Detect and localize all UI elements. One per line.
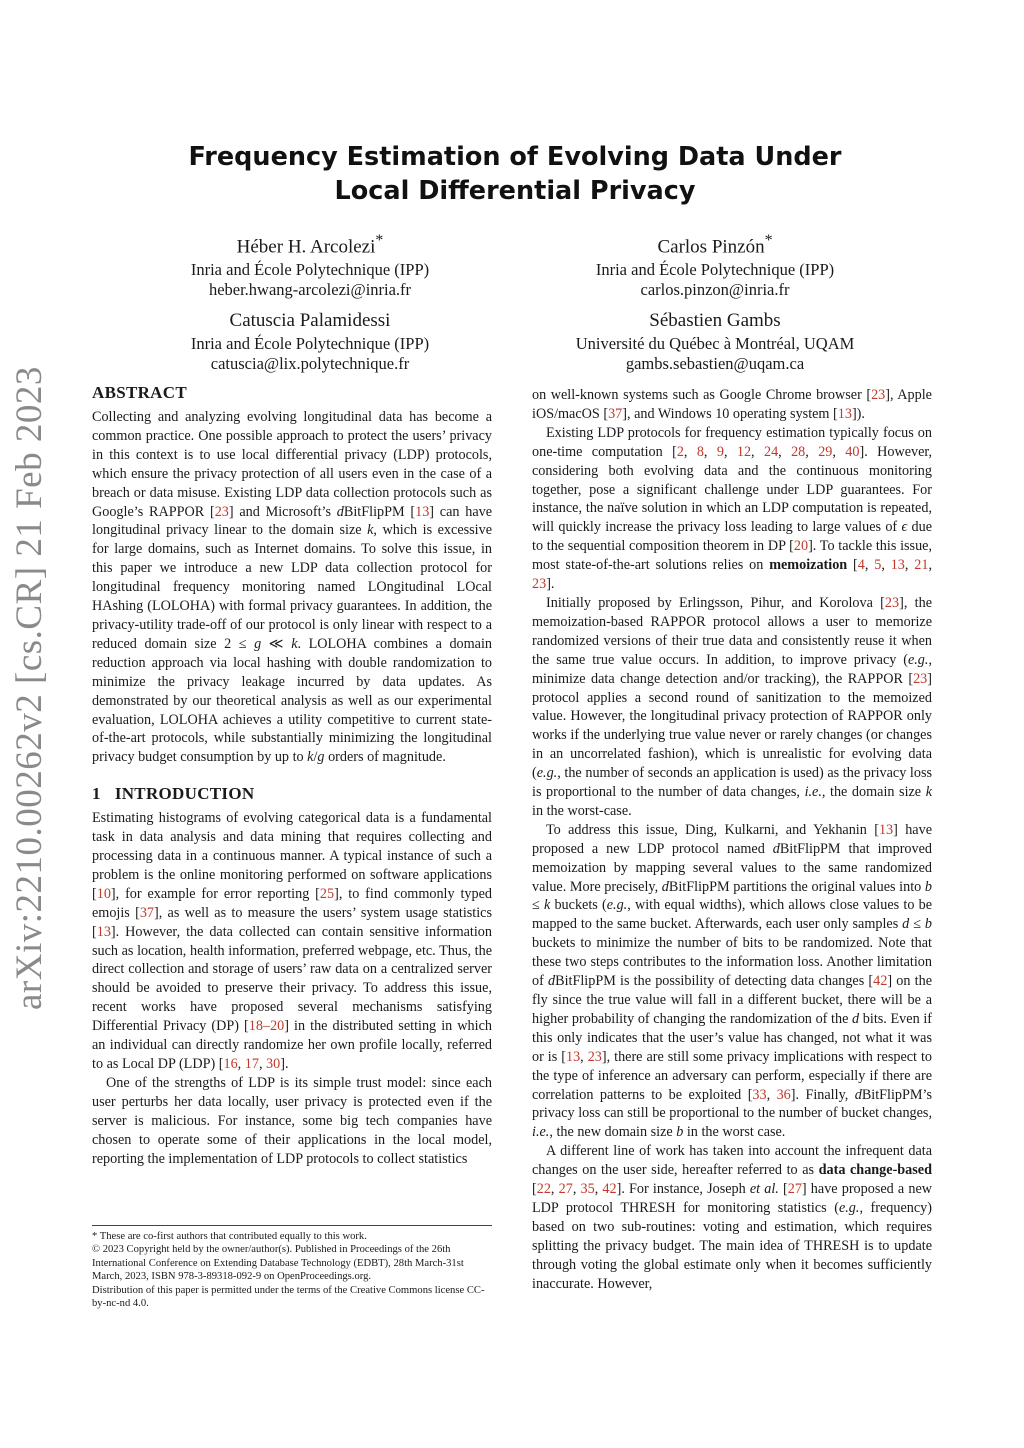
- citation-link[interactable]: 27: [787, 1181, 802, 1198]
- author-email[interactable]: gambs.sebastien@uqam.ca: [625, 354, 805, 373]
- left-column: [92, 382, 492, 1168]
- abstract-paragraph: Collecting and analyzing evolving longitudinal data has become a common practice. One possible approach to protect the users’ privacy in this context is to use local differential privacy (LDP) protocols, which ensure the privacy protection of all users even in the case of a breach or data misuse. Existing LDP data collection protocols such as Google’s RAPPOR [23] and Microsoft’s dBitFlipPM [13] can have longitudinal privacy linear to the domain size k, which is excessive for large domains, such as Internet domains. To solve this issue, in this paper we introduce a new LDP data collection protocol for longitudinal frequency monitoring named LOngitudinal LOcal HAshing (LOLOHA) with formal privacy guarantees. In addition, the privacy-utility trade-off of our protocol is only linear with respect to a reduced domain size 2 ≤ g ≪ k. LOLOHA combines a domain reduction approach via local hashing with double randomization to minimize the privacy leakage incurred by data updates. As demonstrated by our theoretical analysis as well as our experimental evaluation, LOLOHA achieves a utility competitive to current state-of-the-art protocols, while substantially minimizing the longitudinal privacy budget consumption by up to k/g orders of magnitude.: [92, 409, 493, 766]
- arxiv-identifier: arXiv:2210.00262v2 [cs.CR] 21 Feb 2023: [9, 366, 50, 1010]
- author-block-2: [565, 228, 865, 300]
- citation-link[interactable]: 13: [415, 503, 430, 520]
- citation-link[interactable]: 37: [139, 904, 155, 921]
- footnote-license: Distribution of this paper is permitted under the terms of the Creative Commons license CC-by-nc-nd 4.0.: [92, 1284, 485, 1310]
- citation-link[interactable]: 37: [608, 405, 623, 422]
- citation-link[interactable]: 23: [913, 670, 928, 687]
- abstract-heading: ABSTRACT: [92, 383, 187, 402]
- citation-link[interactable]: 4: [857, 557, 865, 574]
- author-name: Sébastien Gambs: [649, 310, 781, 331]
- citation-link[interactable]: 22: [536, 1181, 551, 1198]
- footnote: [92, 1225, 492, 1310]
- citation-link[interactable]: 30: [266, 1056, 281, 1072]
- paper-title: [120, 140, 910, 208]
- citation-link[interactable]: 21: [914, 557, 929, 574]
- citation-link[interactable]: 16: [223, 1056, 238, 1072]
- intro-paragraph-4: Initially proposed by Erlingsson, Pihur, and Korolova [23], the memoization-based RAPPOR protocol allows a user to memorize randomized versions of their true data and consistently reuse it when the same true value occurs. In addition, to improve privacy (e.g., minimize data change detection and/or tracking), the RAPPOR [23] protocol applies a second round of sanitization to the memoized value. However, the longitudinal privacy protection of RAPPOR only works if the underlying true value never or rarely changes (or changes in an uncorrelated fashion), which is unrealistic for evolving data (e.g., the number of seconds an application is used) as the privacy loss is proportional to the number of data changes, i.e., the domain size k in the worst-case.: [532, 594, 933, 819]
- citation-link[interactable]: 35: [580, 1181, 595, 1198]
- author-affiliation: Inria and École Polytechnique (IPP): [595, 260, 835, 280]
- author-affiliation: Inria and École Polytechnique (IPP): [190, 334, 430, 353]
- intro-paragraph-5: To address this issue, Ding, Kulkarni, and Yekhanin [13] have proposed a new LDP protocol named dBitFlipPM that improved memoization by mapping several values to the same randomized value. More precisely, dBitFlipPM partitions the original values into b ≤ k buckets (e.g., with equal widths), which allows close values to be mapped to the same bucket. Afterwards, each user only samples d ≤ b buckets to minimize the number of bits to be randomized. Note that these two steps contributes to the information loss. Another limitation of dBitFlipPM is the possibility of detecting data changes [42] on the fly since the true value will fall in a different bucket, there will be a higher probability of changing the randomization of the d bits. Even if this only indicates that the user’s value has changed, not what it was or is [13, 23], there are still some privacy implications with respect to the type of inference an adversary can perform, especially if there are correlation patterns to be exploited [33, 36]. Finally, dBitFlipPM’s privacy loss can still be proportional to the number of bucket changes, i.e., the new domain size b in the worst case.: [532, 821, 932, 1141]
- introduction-heading: [92, 783, 492, 805]
- footnote-cofirst: * These are co-first authors that contributed equally to this work.: [92, 1231, 367, 1242]
- citation-link[interactable]: 23: [532, 576, 547, 593]
- citation-link[interactable]: 23: [884, 594, 900, 611]
- citation-link[interactable]: 20: [793, 538, 809, 555]
- citation-link[interactable]: 10: [96, 885, 111, 902]
- citation-link[interactable]: 13: [837, 405, 852, 422]
- citation-link[interactable]: 23: [214, 503, 229, 520]
- citation-link[interactable]: 25: [319, 885, 335, 902]
- citation-link[interactable]: 12: [736, 443, 752, 460]
- citation-link[interactable]: 8: [696, 443, 704, 460]
- author-email[interactable]: heber.hwang-arcolezi@inria.fr: [208, 280, 412, 300]
- section-title: INTRODUCTION: [114, 784, 255, 804]
- citation-link[interactable]: 33: [752, 1086, 767, 1103]
- intro-paragraph-1: Estimating histograms of evolving categorical data is a fundamental task in data analysis and data mining that requires collecting and processing data in a continuous manner. A typical instance of such a problem is the online monitoring performed on software applications [10], for example for error reporting [25], to find commonly typed emojis [37], as well as to measure the users’ system usage statistics [13]. However, the data collected can contain sensitive information such as location, health information, preferred webpage, etc. Thus, the direct collection and storage of users’ raw data on a centralized server should be avoided to preserve their privacy. To address this issue, recent works have proposed several mechanisms satisfying Differential Privacy (DP) [18–20] in the distributed setting in which an individual can directly randomize her own profile locally, referred to as Local DP (LDP) [16, 17, 30].: [92, 810, 492, 1072]
- co-first-mark: *: [375, 232, 384, 249]
- citation-link[interactable]: 18–20: [248, 1018, 285, 1035]
- citation-link[interactable]: 2: [676, 443, 684, 460]
- section-number: 1: [92, 784, 101, 804]
- citation-link[interactable]: 23: [871, 387, 886, 403]
- author-email[interactable]: carlos.pinzon@inria.fr: [640, 280, 790, 300]
- author-email[interactable]: catuscia@lix.polytechnique.fr: [210, 354, 410, 373]
- co-first-mark: *: [764, 232, 773, 249]
- citation-link[interactable]: 42: [602, 1181, 617, 1198]
- title-line-1: Frequency Estimation of Evolving Data Under: [188, 142, 842, 172]
- author-affiliation: Inria and École Polytechnique (IPP): [190, 260, 430, 280]
- citation-link[interactable]: 23: [587, 1048, 602, 1065]
- citation-link[interactable]: 9: [716, 443, 724, 460]
- citation-link[interactable]: 5: [874, 557, 882, 574]
- citation-link[interactable]: 40: [845, 443, 860, 460]
- title-line-2: Local Differential Privacy: [334, 176, 696, 206]
- citation-link[interactable]: 27: [558, 1181, 573, 1198]
- citation-link[interactable]: 24: [763, 443, 779, 460]
- author-block-3: [160, 308, 460, 374]
- citation-link[interactable]: 29: [818, 443, 833, 460]
- citation-link[interactable]: 13: [878, 821, 894, 838]
- citation-link[interactable]: 17: [244, 1056, 259, 1072]
- author-name: Catuscia Palamidessi: [229, 310, 391, 331]
- author-affiliation: Université du Québec à Montréal, UQAM: [575, 334, 855, 353]
- author-name: Carlos Pinzón: [657, 236, 765, 258]
- citation-link[interactable]: 28: [791, 443, 806, 460]
- citation-link[interactable]: 36: [776, 1086, 791, 1103]
- footnote-copyright: © 2023 Copyright held by the owner/author(s). Published in Proceedings of the 26th International Conference on Extending Database Technology (EDBT), 28th March-31st March, 2023, ISBN 978-3-89318-092-9 on OpenProceedings.org.: [92, 1244, 464, 1283]
- author-block-4: [565, 308, 865, 374]
- author-name: Héber H. Arcolezi: [236, 236, 376, 258]
- citation-link[interactable]: 13: [96, 923, 111, 940]
- citation-link[interactable]: 42: [873, 973, 888, 990]
- right-column: [532, 386, 932, 1294]
- intro-paragraph-3: Existing LDP protocols for frequency estimation typically focus on one-time computation [2, 8, 9, 12, 24, 28, 29, 40]. However, considering both evolving data and the continuous monitoring together, pose a significant challenge under LDP guarantees. For instance, the naïve solution in which an LDP computation is repeated, will quickly increase the privacy loss leading to large values of ϵ due to the sequential composition theorem in DP [20]. To tackle this issue, most state-of-the-art solutions relies on memoization [4, 5, 13, 21, 23].: [532, 424, 933, 593]
- intro-paragraph-2-cont: on well-known systems such as Google Chrome browser [23], Apple iOS/macOS [37], and Windows 10 operating system [13]).: [532, 387, 932, 422]
- intro-paragraph-2: One of the strengths of LDP is its simple trust model: since each user perturbs her data locally, user privacy is protected even if the server is malicious. For instance, some big tech companies have chosen to operate some of their applications in the local model, reporting the implementation of LDP protocols to collect statistics: [92, 1074, 492, 1167]
- citation-link[interactable]: 13: [890, 557, 905, 574]
- citation-link[interactable]: 13: [565, 1048, 581, 1065]
- author-block-1: [160, 228, 460, 300]
- intro-paragraph-6: A different line of work has taken into account the infrequent data changes on the user side, hereafter referred to as data change-based [22, 27, 35, 42]. For instance, Joseph et al. [27] have proposed a new LDP protocol THRESH for monitoring statistics (e.g., frequency) based on two sub-routines: voting and estimation, which requires splitting the privacy budget. The main idea of THRESH is to update through voting the global estimate only when it becomes sufficiently inaccurate. However,: [532, 1143, 932, 1292]
